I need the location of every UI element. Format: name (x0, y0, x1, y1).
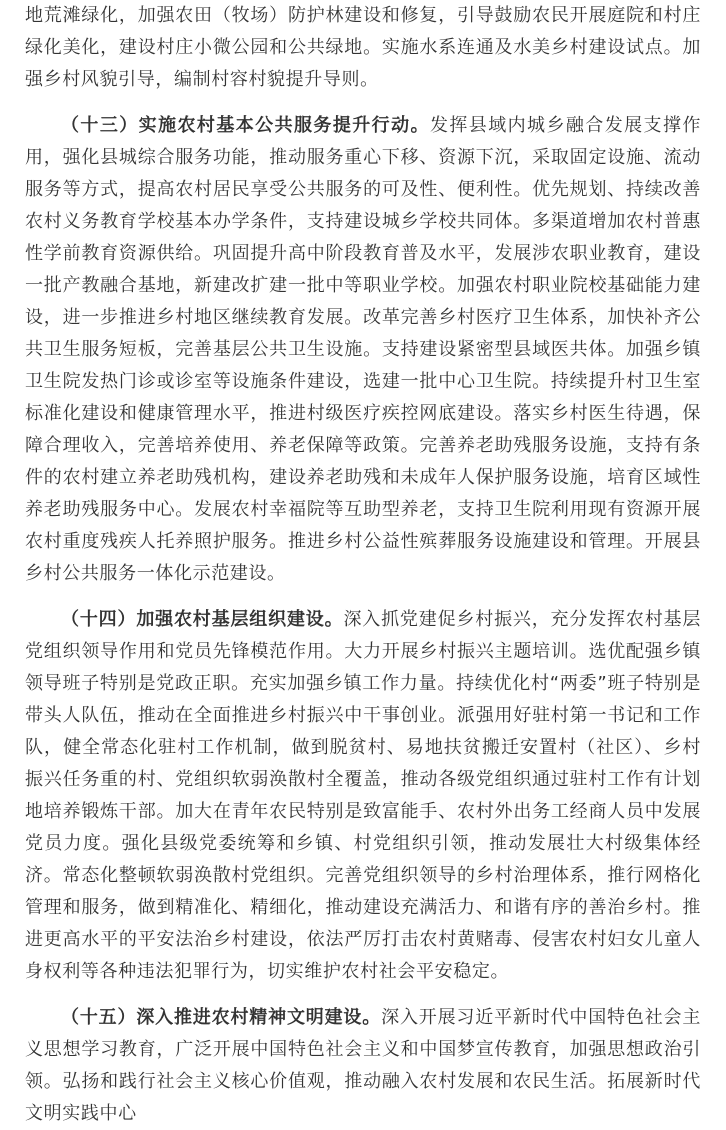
paragraph-text: 深入开展习近平新时代中国特色社会主义思想学习教育，广泛开展中国特色社会主义和中国梦宣传教育，加强思想政治引领。弘扬和践行社会主义核心价值观，推动融入农村发展和农民生活。拓展新时代文明实践中心 (25, 1007, 701, 1124)
document-body (25, 0, 701, 1130)
section-heading: （十四）加强农村基层组织建设。 (61, 609, 344, 630)
paragraph-section-14 (25, 604, 701, 988)
section-heading: （十五）深入推进农村精神文明建设。 (61, 1007, 382, 1028)
paragraph-section-13 (25, 110, 701, 590)
paragraph-section-15 (25, 1002, 701, 1130)
paragraph-text: 深入抓党建促乡村振兴，充分发挥农村基层党组织领导作用和党员先锋模范作用。大力开展乡村振兴主题培训。选优配强乡镇领导班子特别是党政正职。充实加强乡镇工作力量。持续优化村“两委”班子特别是带头人队伍，推动在全面推进乡村振兴中干事创业。派强用好驻村第一书记和工作队，健全常态化驻村工作机制，做到脱贫村、易地扶贫搬迁安置村（社区）、乡村振兴任务重的村、党组织软弱涣散村全覆盖，推动各级党组织通过驻村工作有计划地培养锻炼干部。加大在青年农民特别是致富能手、农村外出务工经商人员中发展党员力度。强化县级党委统筹和乡镇、村党组织引领，推动发展壮大村级集体经济。常态化整顿软弱涣散村党组织。完善党组织领导的乡村治理体系，推行网格化管理和服务，做到精准化、精细化，推动建设充满活力、和谐有序的善治乡村。推进更高水平的平安法治乡村建设，依法严厉打击农村黄赌毒、侵害农村妇女儿童人身权利等各种违法犯罪行为，切实维护农村社会平安稳定。 (25, 609, 701, 982)
paragraph-text: 地荒滩绿化，加强农田（牧场）防护林建设和修复，引导鼓励农民开展庭院和村庄绿化美化，建设村庄小微公园和公共绿地。实施水系连通及水美乡村建设试点。加强乡村风貌引导，编制村容村貌提升导则。 (25, 5, 701, 90)
paragraph-text: 发挥县域内城乡融合发展支撑作用，强化县城综合服务功能，推动服务重心下移、资源下沉，采取固定设施、流动服务等方式，提高农村居民享受公共服务的可及性、便利性。优先规划、持续改善农村义务教育学校基本办学条件，支持建设城乡学校共同体。多渠道增加农村普惠性学前教育资源供给。巩固提升高中阶段教育普及水平，发展涉农职业教育，建设一批产教融合基地，新建改扩建一批中等职业学校。加强农村职业院校基础能力建设，进一步推进乡村地区继续教育发展。改革完善乡村医疗卫生体系，加快补齐公共卫生服务短板，完善基层公共卫生设施。支持建设紧密型县域医共体。加强乡镇卫生院发热门诊或诊室等设施条件建设，选建一批中心卫生院。持续提升村卫生室标准化建设和健康管理水平，推进村级医疗疾控网底建设。落实乡村医生待遇，保障合理收入，完善培养使用、养老保障等政策。完善养老助残服务设施，支持有条件的农村建立养老助残机构，建设养老助残和未成年人保护服务设施，培育区域性养老助残服务中心。发展农村幸福院等互助型养老，支持卫生院利用现有资源开展农村重度残疾人托养照护服务。推进乡村公益性殡葬服务设施建设和管理。开展县乡村公共服务一体化示范建设。 (25, 115, 701, 584)
paragraph-continuation (25, 0, 701, 96)
section-heading: （十三）实施农村基本公共服务提升行动。 (61, 115, 430, 136)
